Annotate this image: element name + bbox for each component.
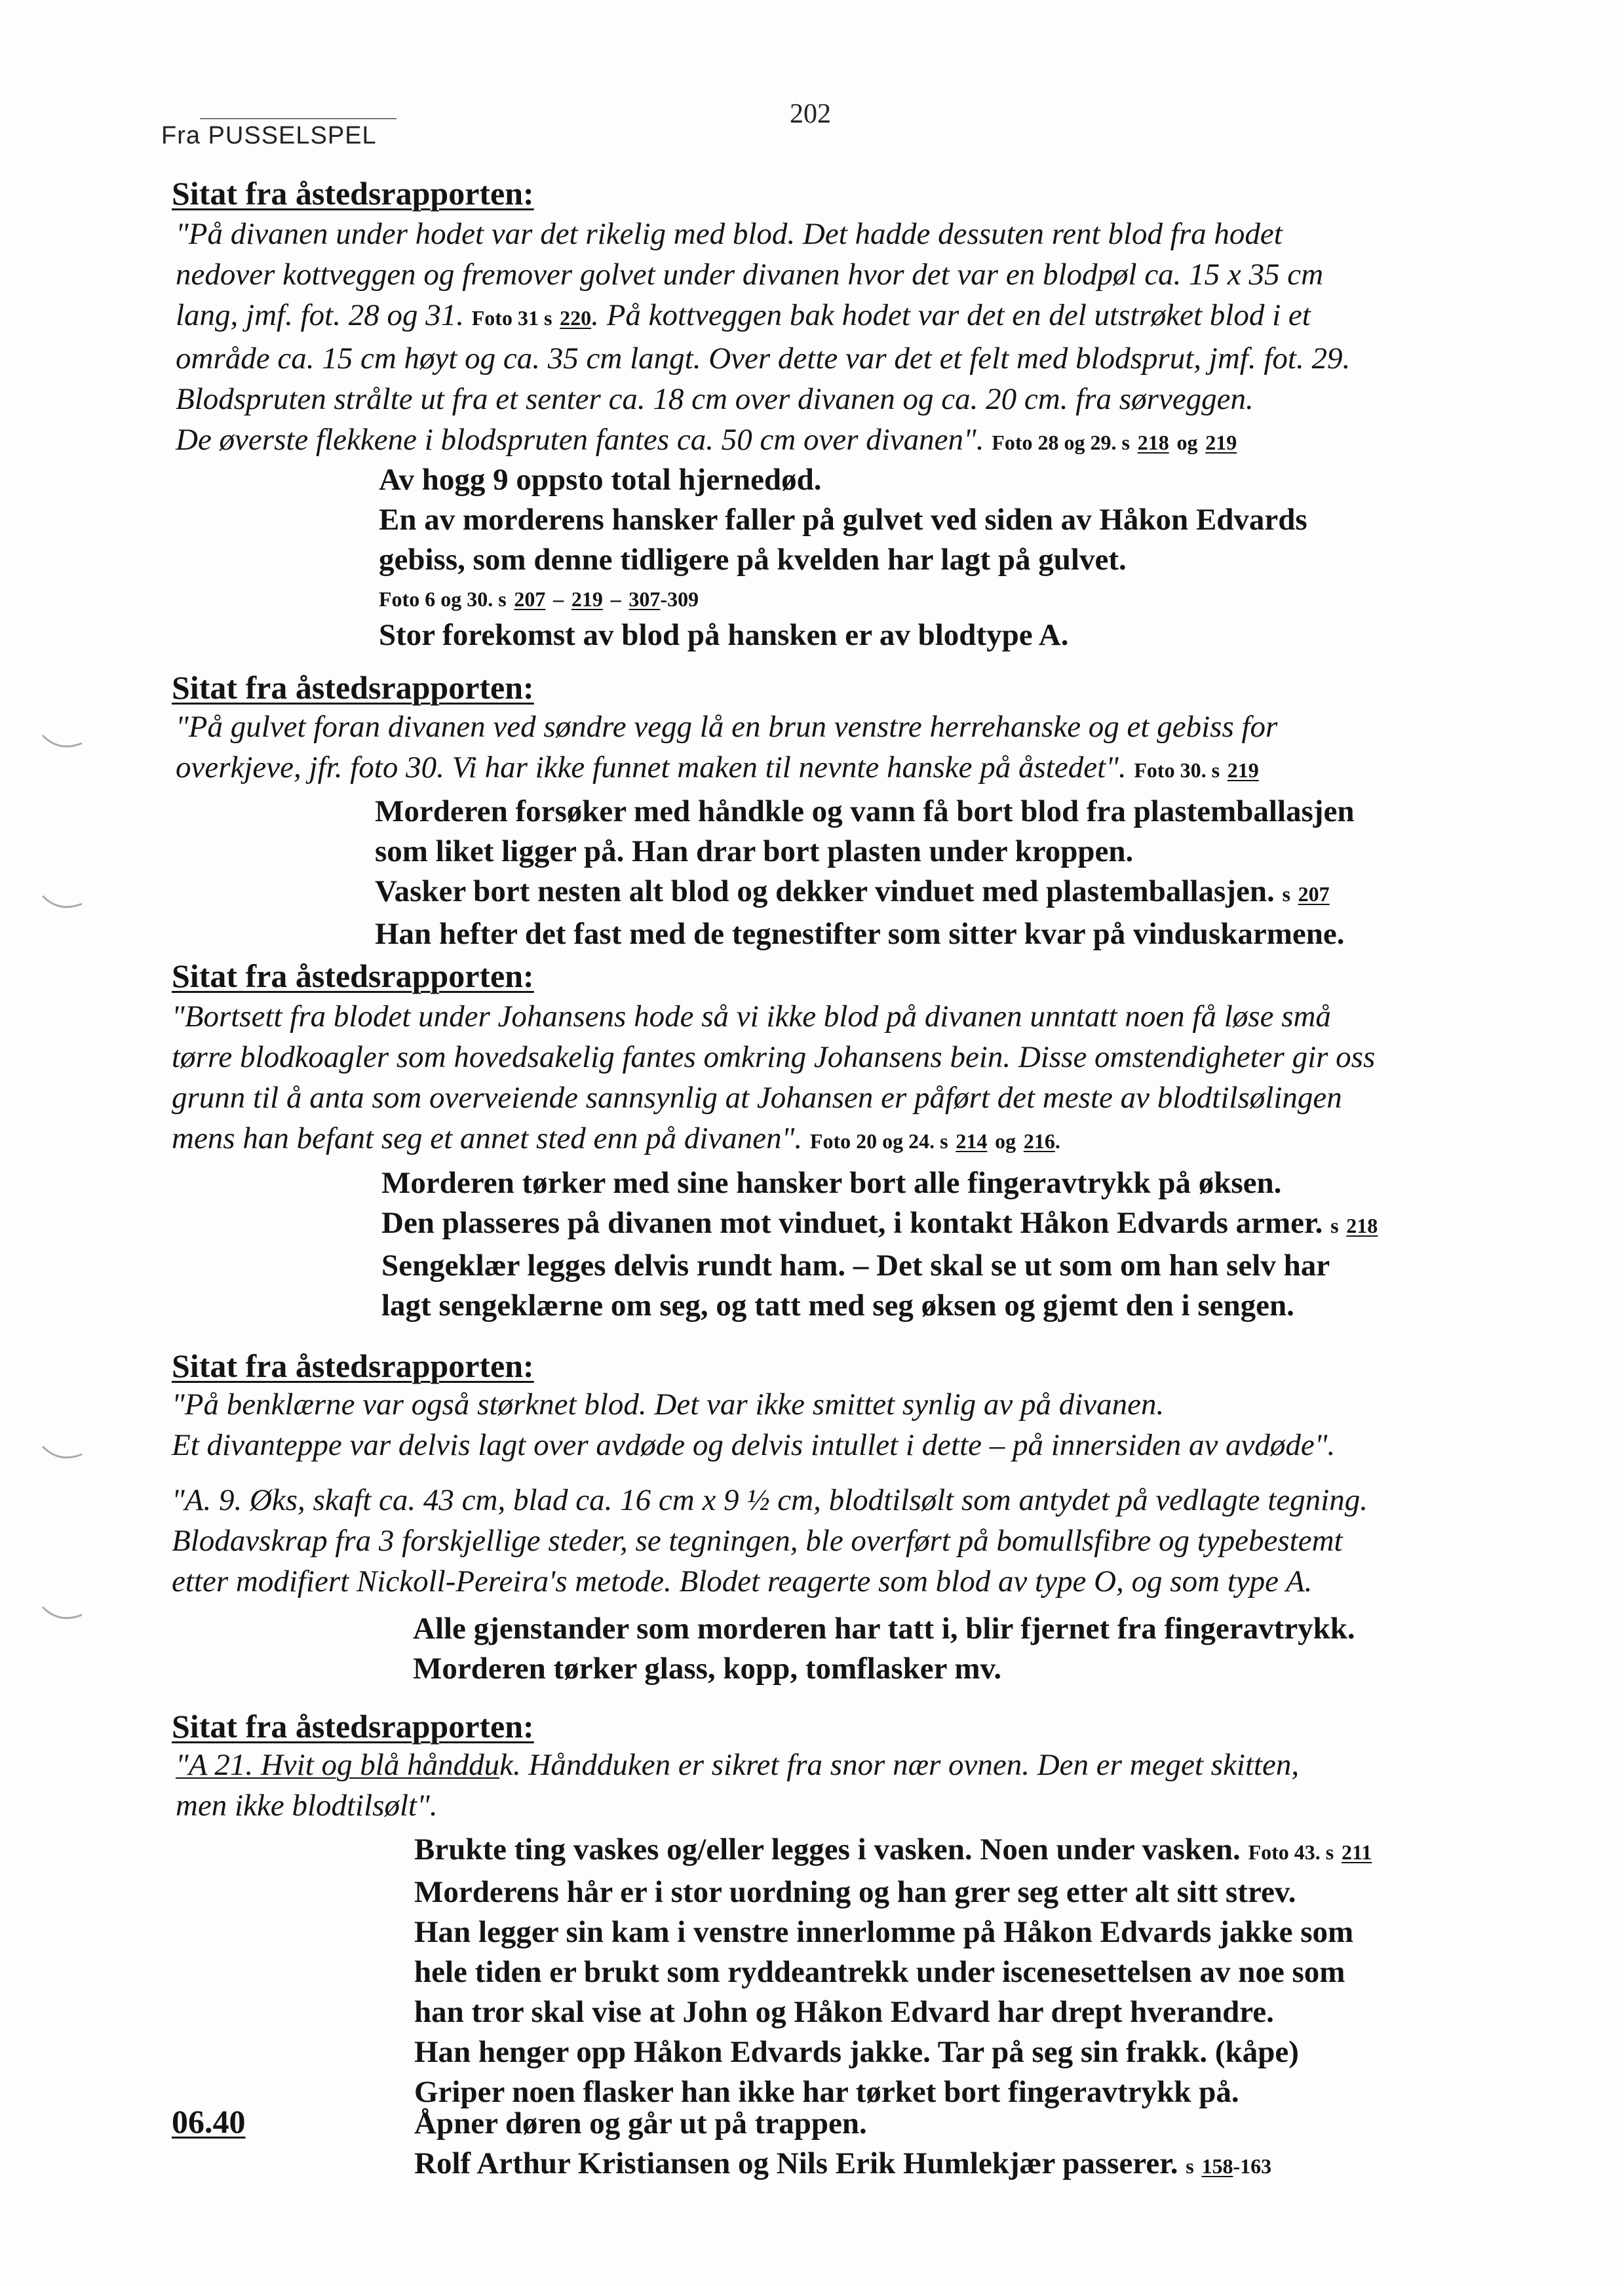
photo-reference: Foto 28 og 29. s [992,431,1130,454]
narrative-line: gebiss, som denne tidligere på kvelden har lagt på gulvet. [379,543,1127,577]
reference-period: . [1054,1129,1060,1153]
punch-hole-mark-icon [39,1606,85,1625]
narrative-line: Griper noen flasker han ikke har tørket bort fingeravtrykk på. [414,2075,1239,2109]
narrative-line: Han legger sin kam i venstre innerlomme på Håkon Edvards jakke som [414,1915,1354,1949]
narrative-text: Rolf Arthur Kristiansen og Nils Erik Humlekjær passerer. [414,2146,1178,2180]
narrative-line: En av morderens hansker faller på gulvet ved siden av Håkon Edvards [379,503,1307,537]
quote-block [172,1384,1335,1465]
narrative-line: som liket ligger på. Han drar bort plasten under kroppen. [375,834,1134,868]
section-heading: Sitat fra åstedsrapporten: [172,958,534,994]
quote-block [176,1745,1299,1826]
page-reference: 219 [1205,431,1237,454]
item-reference: "A 21. Hvit og blå hånddu [176,1748,500,1782]
photo-reference: Foto 20 og 24. s [809,1129,948,1153]
narrative-block [414,1830,1372,2112]
narrative-line [414,1830,1372,1872]
narrative-block [414,2104,1271,2186]
narrative-line: Stor forekomst av blod på hansken er av blodtype A. [379,618,1069,652]
page-prefix: s [1330,1214,1339,1237]
reference-conjunction: og [1176,431,1198,454]
narrative-text: Brukte ting vaskes og/eller legges i vasken. Noen under vasken. [414,1832,1241,1867]
narrative-line: Av hogg 9 oppsto total hjernedød. [379,463,822,497]
quote-line: "På divanen under hodet var det rikelig med blod. Det hadde dessuten rent blod fra hodet [176,217,1283,251]
quote-block [176,214,1350,463]
narrative-line [379,580,1307,615]
narrative-line: Han hefter det fast med de tegnestifter som sitter kvar på vinduskarmene. [375,917,1345,951]
narrative-block [381,1163,1378,1326]
narrative-block [379,460,1307,655]
narrative-line: Sengeklær legges delvis rundt ham. – Det skal se ut som om han selv har [381,1249,1330,1283]
quote-block [176,707,1277,790]
narrative-line: lagt sengeklærne om seg, og tatt med seg øksen og gjemt den i sengen. [381,1288,1294,1323]
page-reference: 218 [1137,431,1169,454]
narrative-line: Alle gjenstander som morderen har tatt i, blir fjernet fra fingeravtrykk. [413,1612,1355,1646]
narrative-text: Vasker bort nesten alt blod og dekker vinduet med plastemballasjen. [375,874,1275,908]
quote-text: . Håndduken er sikret fra snor nær ovnen. Den er meget skitten, [512,1748,1300,1782]
quote-line: område ca. 15 cm høyt og ca. 35 cm langt. Over dette var det et felt med blodsprut, jmf. fot. 29. [176,341,1351,376]
quote-block [172,996,1375,1161]
quote-line: "På benklærne var også størknet blod. Det var ikke smittet synlig av på divanen. [172,1387,1165,1422]
page-reference: 214 [956,1129,988,1153]
page-reference: 307 [628,587,661,611]
quote-line: men ikke blodtilsølt". [176,1789,438,1823]
quote-text: . På kottveggen bak hodet var det en del utstrøket blod i et [591,298,1311,332]
quote-line [176,747,1277,790]
narrative-line: Morderen forsøker med håndkle og vann få bort blod fra plastemballasjen [375,794,1355,828]
narrative-line: Morderens hår er i stor uordning og han grer seg etter alt sitt strev. [414,1875,1296,1909]
section-heading: Sitat fra åstedsrapporten: [172,1347,534,1384]
narrative-line [381,1203,1378,1246]
source-overline [200,118,396,119]
quote-text: De øverste flekkene i blodspruten fantes ca. 50 cm over divanen". [176,423,984,457]
quote-line: "Bortsett fra blodet under Johansens hode så vi ikke blod på divanen unntatt noen få løse små [172,999,1331,1034]
narrative-line: han tror skal vise at John og Håkon Edvard har drept hverandre. [414,1995,1274,2029]
narrative-block [375,792,1354,954]
source-label: Fra PUSSELSPEL [161,122,377,149]
quote-line: Blodspruten strålte ut fra et senter ca. 18 cm over divanen og ca. 20 cm. fra sørveggen. [176,382,1254,416]
section-heading: Sitat fra åstedsrapporten: [172,1708,534,1745]
punch-hole-mark-icon [39,1445,85,1465]
page-prefix: s [1282,882,1290,906]
quote-line: tørre blodkoagler som hovedsakelig fantes omkring Johansens bein. Disse omstendigheter gir oss [172,1040,1376,1074]
punch-hole-mark-icon [39,895,85,914]
reference-separator: – [610,587,621,611]
quote-block [172,1480,1368,1602]
quote-line: Et divanteppe var delvis lagt over avdøde og delvis intullet i dette – på innersiden av avdøde". [172,1428,1336,1462]
page-reference: 207 [514,587,546,611]
photo-reference: Foto 30. s [1134,758,1220,782]
page-reference: 207 [1298,882,1330,906]
quote-line [176,295,1350,338]
page-reference-suffix: -309 [660,587,699,611]
quote-line: grunn til å anta som overveiende sannsynlig at Johansen er påført det meste av blodtilsølingen [172,1081,1342,1115]
page-reference: 216 [1023,1129,1055,1153]
item-reference-tail: k [499,1748,513,1782]
page-reference: 219 [1227,758,1259,782]
photo-reference: Foto 6 og 30. s [379,587,507,611]
quote-line: "På gulvet foran divanen ved søndre vegg lå en brun venstre herrehanske og et gebiss for [176,710,1278,744]
quote-line: nedover kottveggen og fremover golvet under divanen hvor det var en blodpøl ca. 15 x 35 cm [176,258,1324,292]
page-prefix: s [1186,2154,1194,2178]
narrative-line: Åpner døren og går ut på trappen. [414,2106,867,2141]
punch-hole-mark-icon [39,734,85,754]
quote-line: "A. 9. Øks, skaft ca. 43 cm, blad ca. 16 cm x 9 ½ cm, blodtilsølt som antydet på vedlagte tegning. [172,1483,1368,1517]
quote-text: lang, jmf. fot. 28 og 31. [176,298,464,332]
page-reference: 211 [1341,1840,1372,1864]
page-reference: 158 [1201,2154,1233,2178]
reference-conjunction: og [995,1129,1016,1153]
page-reference: 220 [560,306,592,330]
time-label: 06.40 [172,2103,246,2140]
page-reference-suffix: -163 [1233,2154,1272,2178]
quote-line: etter modifiert Nickoll-Pereira's metode. Blodet reagerte som blod av type O, og som type A. [172,1564,1313,1598]
reference-separator: – [553,587,564,611]
narrative-line: Morderen tørker med sine hansker bort alle fingeravtrykk på øksen. [381,1166,1282,1200]
narrative-line [414,2144,1271,2186]
photo-reference: Foto 43. s [1248,1840,1334,1864]
narrative-line: hele tiden er brukt som ryddeantrekk under iscenesettelsen av noe som [414,1955,1345,1989]
narrative-line [375,872,1354,914]
section-heading: Sitat fra åstedsrapporten: [172,175,534,212]
page-reference: 218 [1346,1214,1378,1237]
narrative-text: Den plasseres på divanen mot vinduet, i kontakt Håkon Edvards armer. [381,1206,1323,1240]
narrative-line: Morderen tørker glass, kopp, tomflasker mv. [413,1652,1002,1686]
narrative-line: Han henger opp Håkon Edvards jakke. Tar på seg sin frakk. (kåpe) [414,2035,1299,2069]
quote-text: overkjeve, jfr. foto 30. Vi har ikke funnet maken til nevnte hanske på åstedet". [176,750,1127,785]
page-number: 202 [790,99,831,129]
quote-line: Blodavskrap fra 3 forskjellige steder, se tegningen, ble overført på bomullsfibre og typebestemt [172,1524,1343,1558]
quote-line [176,419,1350,463]
narrative-block [413,1609,1355,1689]
quote-text: mens han befant seg et annet sted enn på divanen". [172,1121,803,1155]
page-reference: 219 [571,587,603,611]
quote-line [172,1118,1375,1161]
section-heading: Sitat fra åstedsrapporten: [172,669,534,706]
quote-line [176,1745,1299,1785]
photo-reference: Foto 31 s [471,306,552,330]
